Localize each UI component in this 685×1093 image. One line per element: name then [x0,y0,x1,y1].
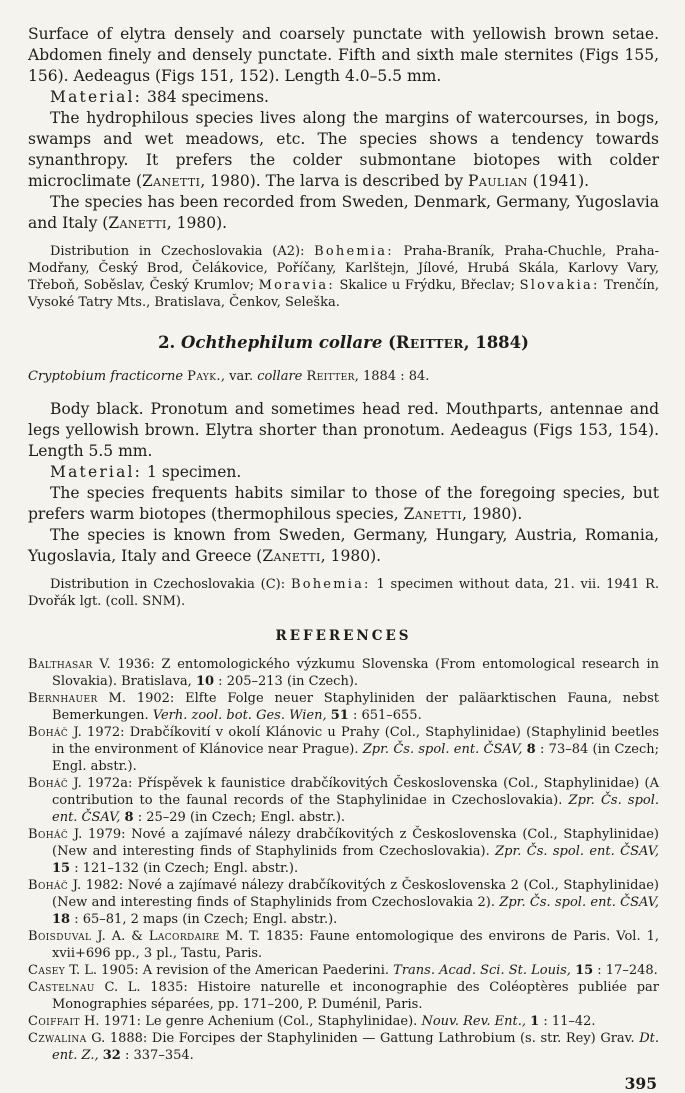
reference-entry: Casey T. L. 1905: A revision of the American Paederini. Trans. Acad. Sci. St. Louis, 15 : 17–248. [28,963,658,978]
reference-entry: Czwalina G. 1888: Die Forcipes der Staphyliniden — Gattung Lathrobium (s. str. Rey) Grav. Dt. ent. Z., 32 : 337–354. [28,1031,659,1063]
species-account-2 [28,333,659,610]
references-section [28,628,659,1064]
species1-records-paragraph: The species has been recorded from Sweden, Denmark, Germany, Yugoslavia and Italy (Zanetti, 1980). [28,193,659,232]
species2-habitat-paragraph: The species frequents habits similar to those of the foregoing species, but prefers warm biotopes (thermophilous species, Zanetti, 1980). [28,484,659,523]
reference-entry: Boháč J. 1979: Nové a zajímavé nálezy drabčíkovitých z Československa (Col., Staphylinidae) (New and interesting finds of Staphylinids from Czechoslovakia). Zpr. Čs. spol. ent. ČSAV, 15 : 121–132 (in Czech; Engl. abstr.). [28,827,659,876]
reference-entry: Boisduval J. A. & Lacordaire M. T. 1835: Faune entomologique des environs de Paris. Vol. 1, xvii+696 pp., 3 pl., Tastu, Paris. [28,929,659,961]
reference-entry: Bernhauer M. 1902: Elfte Folge neuer Staphyliniden der paläarktischen Fauna, nebst Bemerkungen. Verh. zool. bot. Ges. Wien, 51 : 651–655. [28,691,659,723]
reference-entry: Boháč J. 1982: Nové a zajímavé nálezy drabčíkovitých z Československa 2 (Col., Staphylinidae) (New and interesting finds of Staphylinids from Czechoslovakia 2). Zpr. Čs. spol. ent. ČSAV, 18 : 65–81, 2 maps (in Czech; Engl. abstr.). [28,878,659,927]
species1-distribution-note: Distribution in Czechoslovakia (A2): Bohemia: Praha-Braník, Praha-Chuchle, Praha-Modřany, Český Brod, Čelákovice, Poříčany, Karlštejn, Jílové, Hrubá Skála, Karlovy Vary, Třeboň, Soběslav, Český Krumlov; Moravia: Skalice u Frýdku, Břeclav; Slovakia: Trenčín, Vysoké Tatry Mts., Bratislava, Čenkov, Seleška. [28,244,660,310]
species1-description: Surface of elytra densely and coarsely punctate with yellowish brown setae. Abdomen finely and densely punctate. Fifth and sixth male sternites (Figs 155, 156). Aedeagus (Figs 151, 152). Length 4.0–5.5 mm. [28,25,659,85]
reference-entry: Coiffait H. 1971: Le genre Achenium (Col., Staphylinidae). Nouv. Rev. Ent., 1 : 11–42. [28,1014,596,1029]
species1-material-line: Material: 384 specimens. [50,88,269,106]
species2-heading: 2. Ochthephilum collare (Reitter, 1884) [158,333,529,352]
species2-synonym-line: Cryptobium fracticorne Payk., var. collare Reitter, 1884 : 84. [28,369,430,384]
species-account-1 [28,24,659,311]
species1-habitat-paragraph: The hydrophilous species lives along the margins of watercourses, in bogs, swamps and wet meadows, etc. The species shows a tendency towards synanthropy. It prefers the colder submontane biotopes with colder microclimate (Zanetti, 1980). The larva is described by Paulian (1941). [28,109,659,190]
references-heading: REFERENCES [275,628,412,644]
reference-entry: Balthasar V. 1936: Z entomologického výzkumu Slovenska (From entomological research in Slovakia). Bratislava, 10 : 205–213 (in Czech). [28,657,659,689]
reference-entry: Castelnau C. L. 1835: Histoire naturelle et inconographie des Coléoptères publiée par Monographies séparées, pp. 171–200, P. Duménil, Paris. [28,980,659,1012]
species2-material-line: Material: 1 specimen. [50,463,242,481]
reference-entry: Boháč J. 1972: Drabčíkovití v okolí Klánovic u Prahy (Col., Staphylinidae) (Staphylinid beetles in the environment of Klánovice near Prague). Zpr. Čs. spol. ent. ČSAV, 8 : 73–84 (in Czech; Engl. abstr.). [28,725,659,774]
page-number: 395 [624,1074,657,1093]
reference-entry: Boháč J. 1972a: Příspěvek k faunistice drabčíkovitých Československa (Col., Staphylinidae) (A contribution to the faunal records of the Staphylinidae in Czechoslovakia). Zpr. Čs. spol. ent. ČSAV, 8 : 25–29 (in Czech; Engl. abstr.). [28,776,660,825]
species2-records-paragraph: The species is known from Sweden, Germany, Hungary, Austria, Romania, Yugoslavia, Italy and Greece (Zanetti, 1980). [28,526,659,565]
species2-distribution-note: Distribution in Czechoslovakia (C): Bohemia: 1 specimen without data, 21. vii. 1941 R. Dvořák lgt. (coll. SNM). [28,577,659,609]
species2-description: Body black. Pronotum and sometimes head red. Mouthparts, antennae and legs yellowish brown. Elytra shorter than pronotum. Aedeagus (Figs 153, 154). Length 5.5 mm. [28,400,659,460]
